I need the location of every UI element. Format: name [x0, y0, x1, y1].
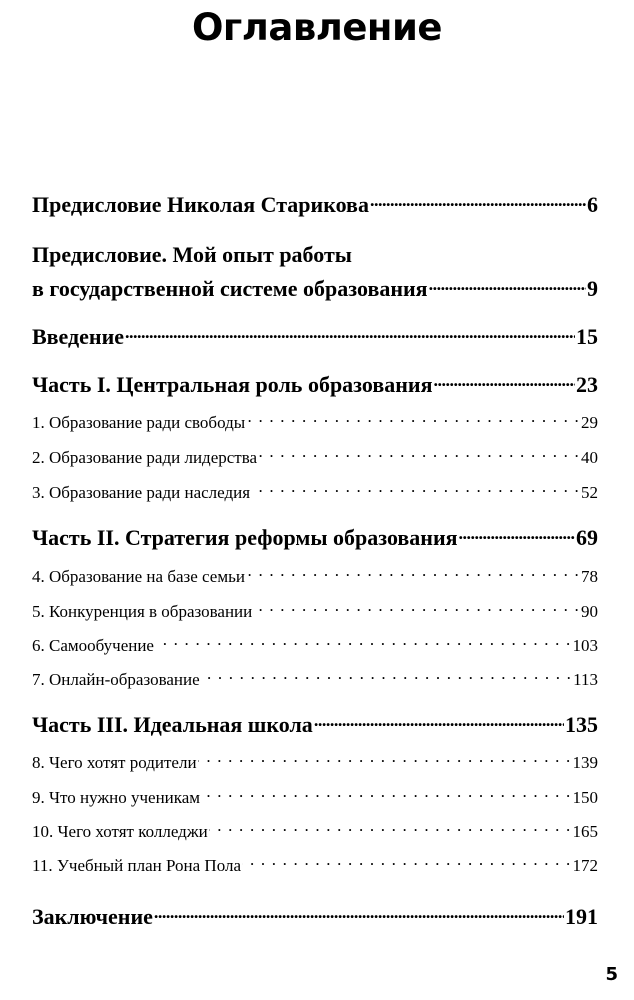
dot-leader — [258, 446, 580, 463]
toc-entry-page: 52 — [581, 483, 598, 502]
dot-leader — [155, 634, 572, 651]
toc-entry-label-line1: Предисловие. Мой опыт работы — [32, 242, 352, 267]
toc-entry-label: Предисловие Николая Старикова — [32, 192, 369, 217]
dot-leader — [125, 322, 575, 344]
toc-entry-page: 69 — [576, 525, 598, 550]
toc-entry-label: 10. Чего хотят колледжи — [32, 822, 208, 841]
toc-entry-label: 1. Образование ради свободы — [32, 413, 246, 432]
toc-entry-label: Введение — [32, 324, 125, 349]
toc-entry-label: в государственной системе образования — [32, 276, 428, 301]
toc-entry-label: 6. Самообучение — [32, 636, 154, 655]
toc-entry-label: 9. Что нужно ученикам — [32, 788, 201, 807]
dot-leader — [246, 565, 580, 582]
toc-entry-page: 90 — [581, 602, 598, 621]
dot-leader — [253, 600, 580, 617]
toc-entry-page: 40 — [581, 448, 598, 467]
toc-entry-label: 7. Онлайн-образование — [32, 670, 200, 689]
toc-entry-page: 9 — [587, 276, 598, 301]
toc-entry-label: 4. Образование на базе семьи — [32, 567, 245, 586]
dot-leader — [242, 854, 572, 871]
toc-entry-part-1[interactable] — [32, 370, 598, 398]
toc-entry-label: 3. Образование ради наследия — [32, 483, 251, 502]
toc-entry-page: 78 — [581, 567, 598, 586]
toc-entry-page: 172 — [572, 856, 598, 875]
toc-entry-label: Часть II. Стратегия реформы образования — [32, 525, 458, 550]
toc-entry-label: 11. Учебный план Рона Пола — [32, 856, 241, 875]
dot-leader — [201, 668, 572, 685]
toc-entry-page: 15 — [576, 324, 598, 349]
dot-leader — [198, 751, 572, 768]
toc-entry-page: 103 — [572, 636, 598, 655]
dot-leader — [201, 786, 571, 803]
toc-entry-label: Часть III. Идеальная школа — [32, 712, 313, 737]
toc-entry-preface-starikov[interactable] — [32, 190, 598, 218]
toc-entry-chapter-6[interactable] — [32, 634, 598, 656]
toc-entry-chapter-5[interactable] — [32, 600, 598, 622]
toc-entry-label: 2. Образование ради лидерства — [32, 448, 258, 467]
toc-entry-chapter-7[interactable] — [32, 668, 598, 690]
dot-leader — [209, 820, 572, 837]
toc-entry-chapter-3[interactable] — [32, 481, 598, 503]
toc-entry-page: 113 — [573, 670, 598, 689]
toc-entry-page: 139 — [572, 753, 598, 772]
toc-entry-chapter-9[interactable] — [32, 786, 598, 808]
toc-entry-chapter-2[interactable] — [32, 446, 598, 468]
dot-leader — [429, 274, 586, 296]
dot-leader — [246, 411, 580, 428]
toc-entry-label: Заключение — [32, 904, 153, 929]
dot-leader — [251, 481, 580, 498]
dot-leader — [370, 190, 586, 212]
page-number: 5 — [605, 964, 618, 985]
toc-entry-page: 135 — [565, 712, 598, 737]
toc-entry-page: 29 — [581, 413, 598, 432]
toc-entry-label: 8. Чего хотят родители — [32, 753, 197, 772]
toc-entry-conclusion[interactable] — [32, 902, 598, 930]
toc-entry-page: 6 — [587, 192, 598, 217]
toc-entry-page: 23 — [576, 372, 598, 397]
toc-entry-chapter-8[interactable] — [32, 751, 598, 773]
toc-entry-chapter-1[interactable] — [32, 411, 598, 433]
toc-entry-page: 150 — [572, 788, 598, 807]
dot-leader — [433, 370, 575, 392]
dot-leader — [314, 710, 564, 732]
toc-entry-part-2[interactable] — [32, 523, 598, 551]
dot-leader — [459, 523, 575, 545]
toc-entry-label: 5. Конкуренция в образовании — [32, 602, 253, 621]
toc-entry-page: 165 — [572, 822, 598, 841]
toc-entry-chapter-10[interactable] — [32, 820, 598, 842]
toc-entry-chapter-4[interactable] — [32, 565, 598, 587]
dot-leader — [154, 902, 564, 924]
toc-entry-label: Часть I. Центральная роль образования — [32, 372, 433, 397]
page-title: Оглавление — [191, 6, 443, 49]
toc-entry-page: 191 — [565, 904, 598, 929]
toc-entry-preface-author[interactable] — [32, 274, 598, 302]
toc-entry-introduction[interactable] — [32, 322, 598, 350]
toc-entry-part-3[interactable] — [32, 710, 598, 738]
toc-entry-chapter-11[interactable] — [32, 854, 598, 876]
